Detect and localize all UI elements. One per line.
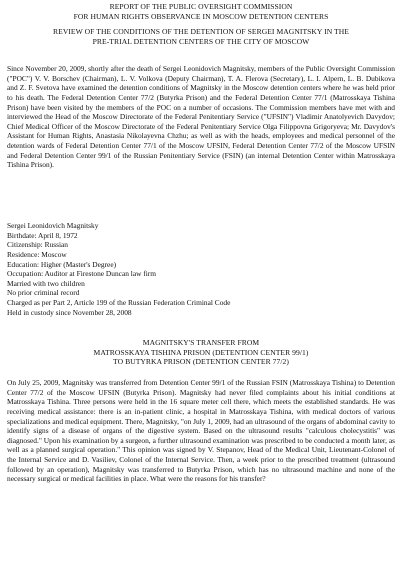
profile-charge: Charged as per Part 2, Article 199 of the Russian Federation Criminal Code bbox=[7, 298, 231, 307]
review-title-line: REVIEW OF THE CONDITIONS OF THE DETENTION OF SERGEI MAGNITSKY IN THE bbox=[53, 27, 349, 36]
transfer-heading bbox=[7, 338, 395, 367]
profile-name: Sergei Leonidovich Magnitsky bbox=[7, 221, 99, 230]
profile-family: Married with two children bbox=[7, 278, 85, 288]
profile-record: No prior criminal record bbox=[7, 288, 80, 298]
transfer-paragraph: On July 25, 2009, Magnitsky was transferred from Detention Center 99/1 of the Russian FSIN (Matrosskaya Tishina) to Detention Center 77/2 of the Moscow UFSIN (Butyrka Prison). Magnitsky had never filed complaints about his initial conditions at Matrosskaya Tishina. Three persons were held in the 16 square meter cell there, which meets the established standards. He was receiving medical assistance: there is an in-patient clinic, a hospital in Matrosskaya Tishina, with medical doctors of various specializations and medical equipment. There, Magnitsky, "on July 1, 2009, had an ultrasound of the organs of abdominal cavity to identify signs of a disease of organs of the digestive system. Based on the ultrasound results "calculous cholecystitis" was diagnosed." Upon his examination by a surgeon, a further ultrasound examination was prescribed to be conducted a month later, as well as a planned surgical operation." This opinion was signed by V. Stepanov, Head of the Medical Unit, Lieutenant-Colonel of the Internal Service and D. Vasiliev, Colonel of the Internal Service. Then, a week prior to the prescribed treatment (ultrasound followed by an operation), Magnitsky was transferred to Butyrka Prison, which has no ultrasound machine and none of the necessary surgical or medical facilities in place. What were the reasons for his transfer? bbox=[7, 378, 395, 484]
review-title bbox=[7, 27, 395, 46]
intro-paragraph: Since November 20, 2009, shortly after the death of Sergei Leonidovich Magnitsky, members of the Public Oversight Commission ("POC") V. V. Borschev (Chairman), L. V. Volkova (Deputy Chairman), T. A. Flerova (Secretary), L. I. Alpern, L. B. Dubikova and Z. F. Svetova have examined the detention conditions of Magnitsky in the Moscow detention centers where he was held prior to his death. The Federal Detention Center 77/2 (Butyrka Prison) and the Federal Detention Center 77/1 (Matrosskaya Tishina Prison) have been visited by the members of the POC on a number of occasions. The Commission members have met with and interviewed the Head of the Moscow Directorate of the Federal Penitentiary Service ("UFSIN") Vladimir Anatolyevich Davydov; Chief Medical Officer of the Moscow Directorate of the Federal Penitentiary Service Olga Filippovna Grigoryeva; Mr. Davydov's Assistant for Human Rights, Anastasia Nikolayevna Chzhu; as well as with the heads, employees and medical personnel of the detention wards of Federal Detention Center 77/1 of the Moscow UFSIN, Federal Detention Center 77/2 of the Moscow UFSIN and Federal Detention Center 99/1 of the Russian Penitentiary Service (FSIN) (an internal Detention Center within Matrosskaya Tishina Prison). bbox=[7, 64, 395, 170]
profile-residence: Residence: Moscow bbox=[7, 249, 67, 259]
transfer-heading-line: TO BUTYRKA PRISON (DETENTION CENTER 77/2) bbox=[113, 357, 289, 367]
report-title-line: FOR HUMAN RIGHTS OBSERVANCE IN MOSCOW DETENTION CENTERS bbox=[73, 11, 329, 21]
review-title-line: PRE-TRIAL DETENTION CENTERS OF THE CITY OF MOSCOW bbox=[92, 36, 310, 46]
profile-birthdate: Birthdate: April 8, 1972 bbox=[7, 230, 78, 240]
profile-education: Education: Higher (Master's Degree) bbox=[7, 259, 117, 269]
transfer-heading-line: MAGNITSKY'S TRANSFER FROM bbox=[142, 338, 260, 347]
report-title-line: REPORT OF THE PUBLIC OVERSIGHT COMMISSION bbox=[109, 2, 293, 11]
profile-occupation: Occupation: Auditor at Firestone Duncan law firm bbox=[7, 269, 157, 279]
profile-custody: Held in custody since November 28, 2008 bbox=[7, 307, 132, 317]
report-title bbox=[7, 2, 395, 21]
profile-block bbox=[7, 221, 395, 317]
profile-citizenship: Citizenship: Russian bbox=[7, 240, 68, 250]
transfer-heading-line: MATROSSKAYA TISHINA PRISON (DETENTION CENTER 99/1) bbox=[93, 347, 309, 357]
